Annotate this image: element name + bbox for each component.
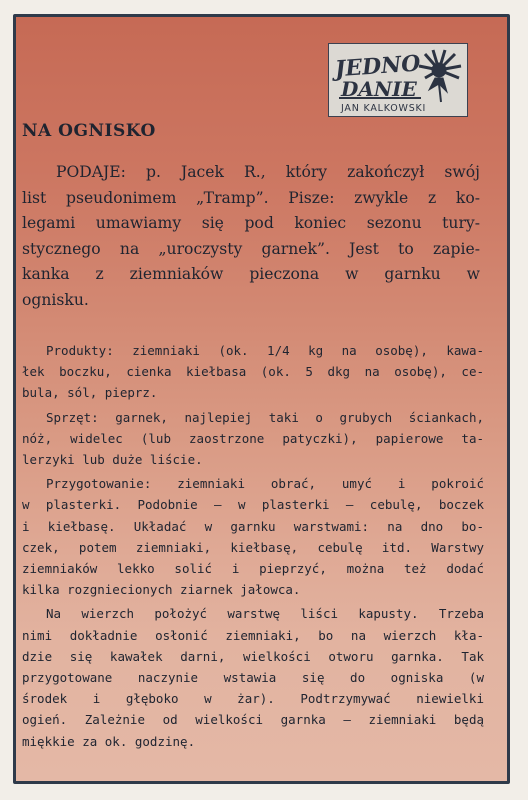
recipe-body: [22, 340, 484, 755]
text-line: Przygotowanie: ziemniaki obrać, umyć i pokroić: [46, 476, 484, 492]
text-line: dzie się kawałek darni, wielkości otworu garnka. Tak: [22, 648, 484, 664]
text-line: kilka rozgniecionych ziarnek jałowca.: [22, 582, 301, 598]
lead-line: ognisku.: [22, 290, 89, 309]
text-line: nóż, widelec (lub zaostrzone patyczki), papierowe ta-: [22, 430, 484, 446]
lead-paragraph: [22, 160, 480, 314]
lead-line: list pseudonimem „Tramp”. Pisze: zwykle z ko-: [22, 188, 480, 207]
article-heading: NA OGNISKO: [22, 121, 156, 141]
column-logo: [328, 43, 468, 117]
text-line: czek, potem ziemniaki, kiełbasę, cebulę itd. Warstwy: [22, 539, 484, 555]
text-line: nimi dokładnie osłonić ziemniaki, bo na wierzch kła-: [22, 627, 484, 643]
text-line: lerzyki lub duże liście.: [22, 452, 203, 468]
logo-line2: DANIE: [341, 77, 417, 101]
baking-paragraph: [22, 603, 484, 751]
text-line: Na wierzch położyć warstwę liści kapusty. Trzeba: [46, 606, 484, 622]
text-line: w plasterki. Podobnie — w plasterki — cebulę, boczek: [22, 497, 484, 513]
lead-line: PODAJE: p. Jacek R., który zakończył swój: [56, 163, 480, 181]
text-line: ogień. Zależnie od wielkości garnka — ziemniaki będą: [22, 712, 484, 728]
text-line: Sprzęt: garnek, najlepiej taki o grubych ściankach,: [46, 409, 484, 425]
lead-line: kanka z ziemniaków pieczona w garnku w: [22, 265, 480, 284]
lead-line: stycznego na „uroczysty garnek”. Jest to zapie-: [22, 239, 480, 258]
logo-author: JAN KALKOWSKI: [341, 103, 427, 114]
dandelion-icon: [419, 50, 461, 102]
column-logo-art: [329, 44, 467, 116]
text-line: i kiełbasę. Układać w garnku warstwami: na dno bo-: [22, 518, 484, 534]
text-line: łek boczku, cienka kiełbasa (ok. 5 dkg na osobę), ce-: [22, 364, 484, 380]
preparation-paragraph: [22, 473, 484, 600]
equipment-paragraph: [22, 407, 484, 471]
logo-line1: JEDNO: [334, 50, 422, 83]
text-line: środek i głęboko w żar). Podtrzymywać niewielki: [22, 691, 484, 707]
lead-line: legami umawiamy się pod koniec sezonu tury-: [22, 214, 480, 233]
text-line: bula, sól, pieprz.: [22, 385, 158, 401]
text-line: Produkty: ziemniaki (ok. 1/4 kg na osobę), kawa-: [46, 343, 484, 358]
text-line: miękkie za ok. godzinę.: [22, 733, 196, 749]
text-line: ziemniaków lekko solić i pieprzyć, można też dodać: [22, 561, 484, 577]
products-paragraph: [22, 340, 484, 404]
text-line: przygotowane naczynie wstawia się do ogniska (w: [22, 670, 484, 686]
